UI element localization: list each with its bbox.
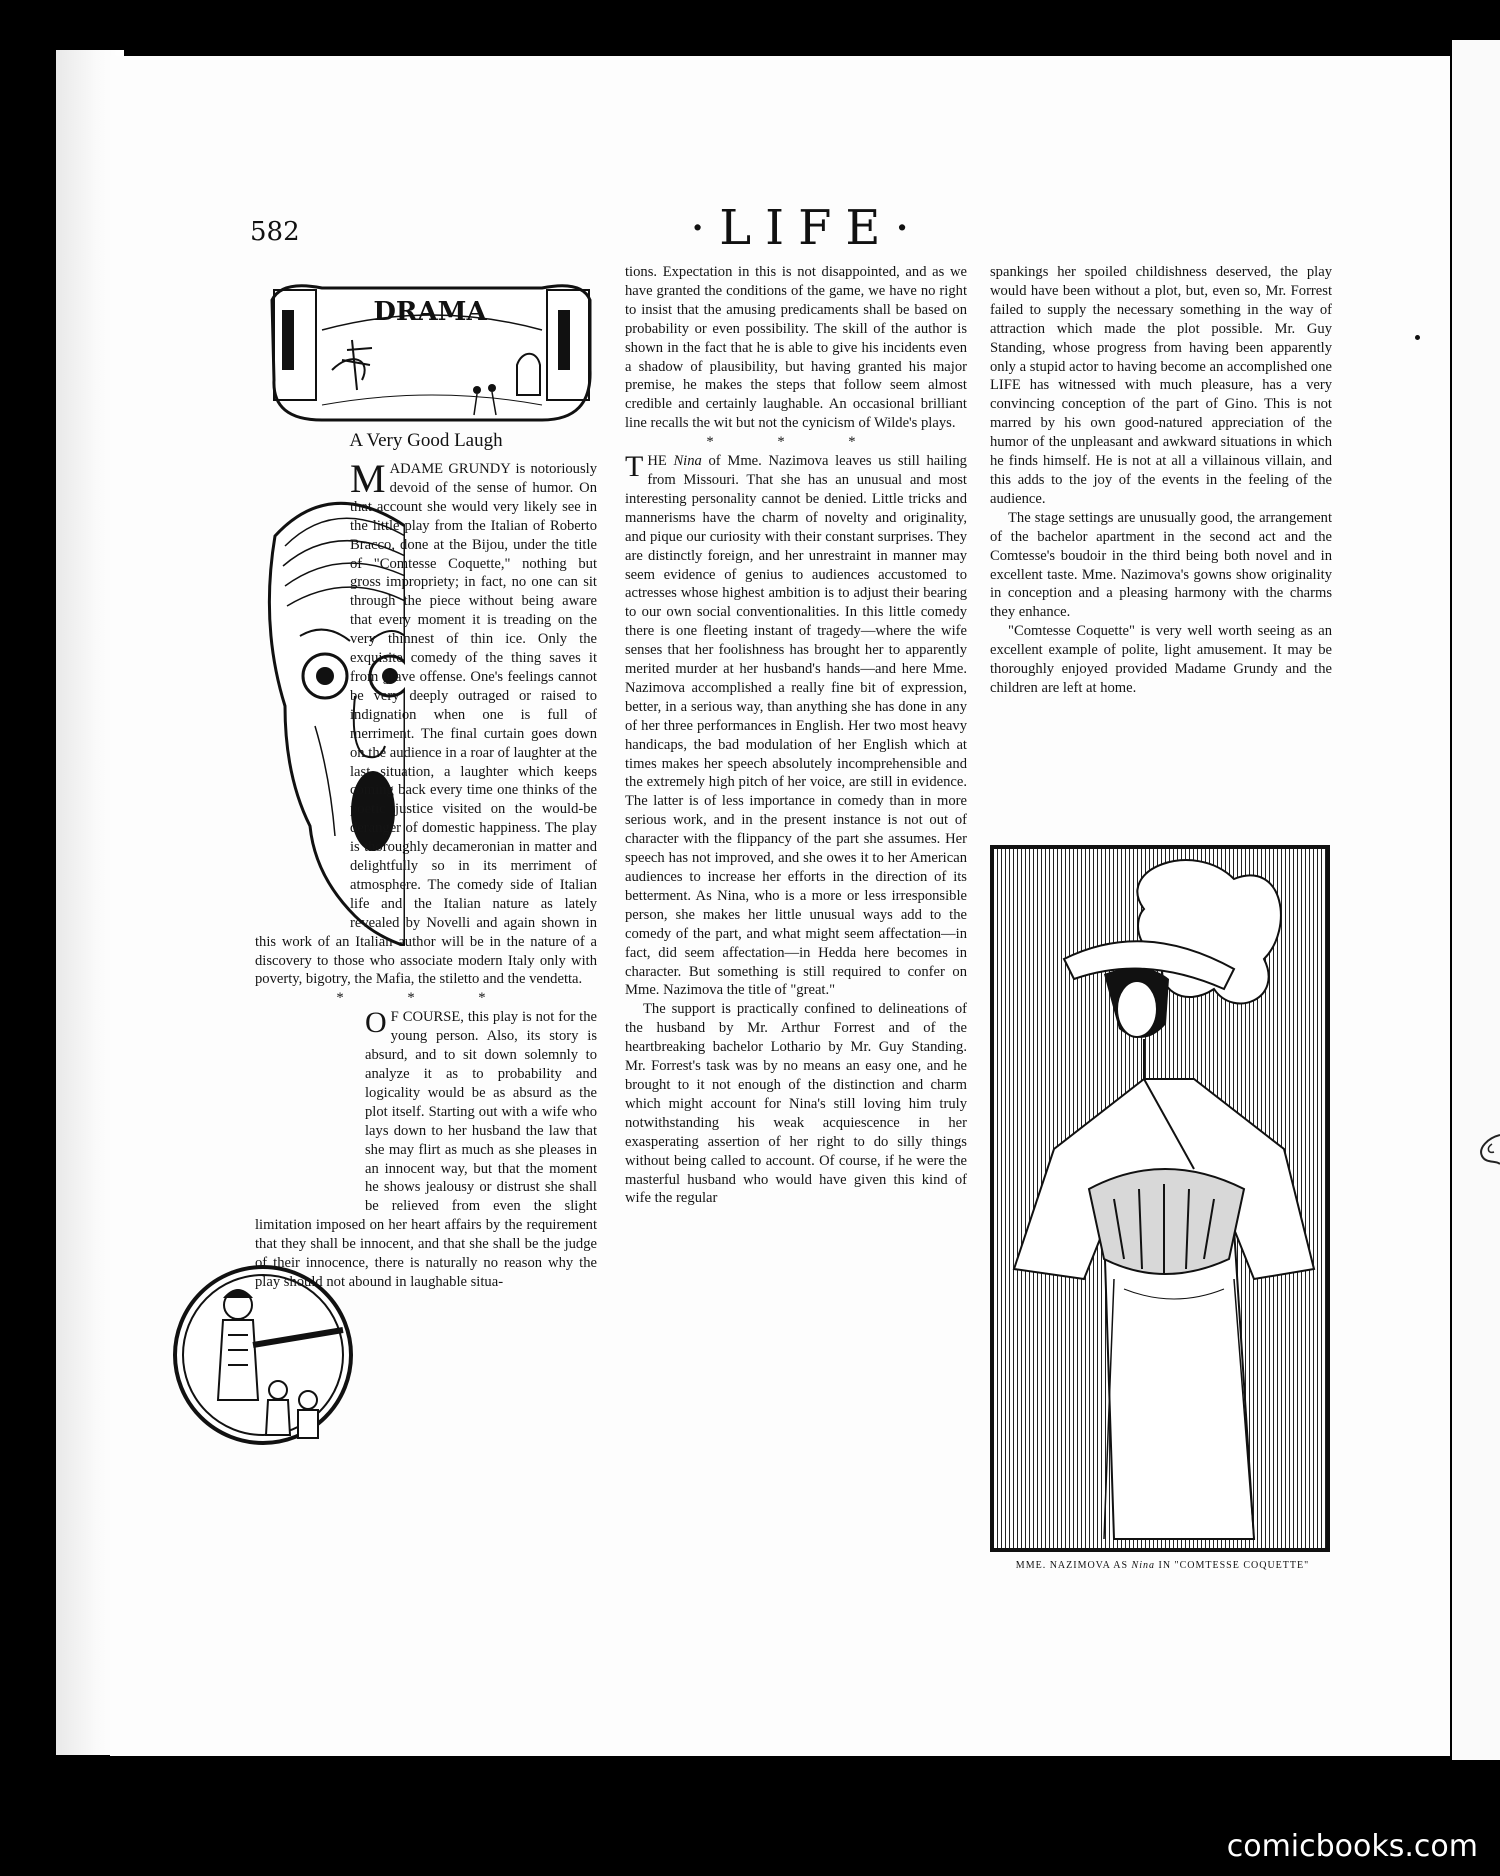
dropcap-t: T <box>625 450 644 484</box>
article-column-2 <box>625 263 967 1208</box>
caption-nina-italic: Nina <box>1131 1560 1155 1571</box>
next-page-ornament-fragment <box>1470 1130 1500 1170</box>
col2-paragraph-1: tions. Expectation in this is not disappointed, and as we have granted the conditions of the game, we have no right to insist that the amusing predicaments shall be based on probability or even possibility. The skill of the author is shown in the fact that he is able to give his incidents even a shadow of plausibility, but having granted his major premise, he makes the steps that follow seem almost credible and certainly laughable. An occasional brilliant line recalls the wit but not the cynicism of Wilde's plays. <box>625 264 967 432</box>
col3-paragraph-3: "Comtesse Coquette" is very well worth seeing as an excellent example of polite, light amusement. It may be thoroughly enjoyed provided Madame Grundy and the children are left at home. <box>990 623 1332 696</box>
drama-banner-label: DRAMA <box>373 297 487 327</box>
col2-paragraph-3: The support is practically confined to delineations of the husband by Mr. Arthur Forrest and of the heartbreaking bachelor Lothario by Mr. Guy Standing. Mr. Forrest's task was by no means an easy one, and he brought to it not enough of the distinction and charm which might account for Nina's still loving him truly notwithstanding his weak acquiescence in her exasperating assertion of her right to do silly things without being called to account. Of course, if he were the masterful husband who would have given this kind of wife the regular <box>625 1001 967 1207</box>
section-break-stars-2: * * * <box>706 434 886 451</box>
col1-paragraph-1: ADAME GRUNDY is notoriously devoid of the sense of humor. On that account she would very likely see in the little play from the Italian of Roberto Bracco, done at the Bijou, under the title of "Comtesse Coquette," nothing but gross impropriety; in fact, no one can sit through the piece without being aware that every moment it is treading on the very thinnest of thin ice. Only the exquisite comedy of the thing saves it from grave offense. One's feelings cannot be very deeply outraged or raised to indignation when one is full of merriment. The final curtain goes down on the audience in a roar of laughter at the last situation, a laughter which keeps coming back every time one thinks of the poetic justice visited on the would-be deranger of domestic happiness. The play is thoroughly decameronian in matter and delightfully so in its merriment of atmosphere. The comedy side of Italian life and the Italian nature as lately revealed by Novelli and again shown in this work of an Italian author will be in the nature of a discovery to those who associate modern Italy only with poverty, bigotry, the Mafia, the stiletto and the vendetta. <box>255 461 597 988</box>
next-page-edge <box>1452 40 1500 1760</box>
drama-banner-illustration <box>262 270 597 430</box>
figure-caption <box>990 1560 1335 1571</box>
masthead-life: ·LIFE· <box>690 200 924 256</box>
caption-end: IN "COMTESSE COQUETTE" <box>1154 1560 1310 1571</box>
col3-paragraph-1: spankings her spoiled childishness deserved, the play would have been without a plot, but, even so, Mr. Forrest failed to supply the necessary something in the way of attraction which made the plot possible. Mr. Guy Standing, whose progress from having been apparently only a stupid actor to having become an accomplished one LIFE has witnessed with much pleasure, has a very convincing conception of the part of Gino. This is not marred by his own good-natured appreciation of the humor of the unpleasant and awkward situations in which he finds himself. He is not at all a villainous villain, and this adds to the joy of the events in the feeling of the audience. <box>990 264 1332 507</box>
col2-paragraph-2-start: HE <box>647 453 674 470</box>
col2-paragraph-2-rest: of Mme. Nazimova leaves us still hailing from Missouri. That she has an unusual and most interesting personality cannot be denied. Little tricks and mannerisms have the charm of novelty and originality, and pique our curiosity with their constant surprises. They are distinctly foreign, and her unrestraint in manner may seem evidence of genius to audiences accustomed to actresses whose highest ambition is to adjust their bearing to our own social conventionalities. In this little comedy there is one fleeting instant of tragedy—where the wife senses that her foolishness has brought her to apparently merited murder at her husband's hands—and here Mme. Nazimova accomplished a really fine bit of expression, better, in a serious way, than anything she has done in any of her three performances in English. Her two most heavy handicaps, the bad modulation of her English which at times makes her speech absolutely incomprehensible and the extremely high pitch of her voice, are still in evidence. The latter is of less importance in comedy than in more serious work, and in the present instance is not out of character with the flippancy of the part she assumes. Her speech has not improved, and she owes it to her American audiences to increase her efforts in the direction of its betterment. As Nina, who is a more or less irresponsible person, she makes her little unusual ways add to the comedy of the part, and what might seem affectation—in fact, did seem affectation—in Hedda here becomes in character. But something is still required to confer on Mme. Nazimova the title of "great." <box>625 453 967 999</box>
article-column-3 <box>990 263 1332 698</box>
mask-wrap-spacer <box>255 460 350 930</box>
nazimova-portrait-illustration <box>994 849 1326 1548</box>
col2-nina-italic: Nina <box>673 453 702 470</box>
article-title: A Very Good Laugh <box>349 430 503 451</box>
watermark: comicbooks.com <box>1226 1829 1478 1864</box>
col1-paragraph-2: F COURSE, this play is not for the young person. Also, its story is absurd, and to sit down solemnly to analyze it as to probability and logicality would be as absurd as the plot itself. Starting out with a wife who lays down to her husband the law that she may flirt as much as she pleases in an innocent way, but that the moment he shows jealousy or distrust she shall be relieved from even the slight limitation imposed on her heart affairs by the requirement that they shall be innocent, and that she shall be the judge of their innocence, there is naturally no reason why the play should not abound in laughable situa- <box>255 1009 597 1290</box>
col3-paragraph-2: The stage settings are unusually good, the arrangement of the bachelor apartment in the second act and the Comtesse's boudoir in the third being both novel and in excellent taste. Mme. Nazimova's gowns show originality in conception and a pleasing harmony with the charms they enhance. <box>990 509 1332 621</box>
cop-wrap-spacer <box>255 1008 365 1198</box>
page-number: 582 <box>250 217 300 247</box>
ink-dot <box>1415 335 1420 340</box>
nazimova-portrait-frame <box>990 845 1330 1552</box>
dropcap-o: O <box>365 1006 387 1040</box>
caption-start: MME. NAZIMOVA AS <box>1015 1560 1132 1571</box>
dropcap-m: M <box>350 456 386 501</box>
article-column-1 <box>255 456 597 1292</box>
section-break-stars: * * * <box>336 990 516 1007</box>
